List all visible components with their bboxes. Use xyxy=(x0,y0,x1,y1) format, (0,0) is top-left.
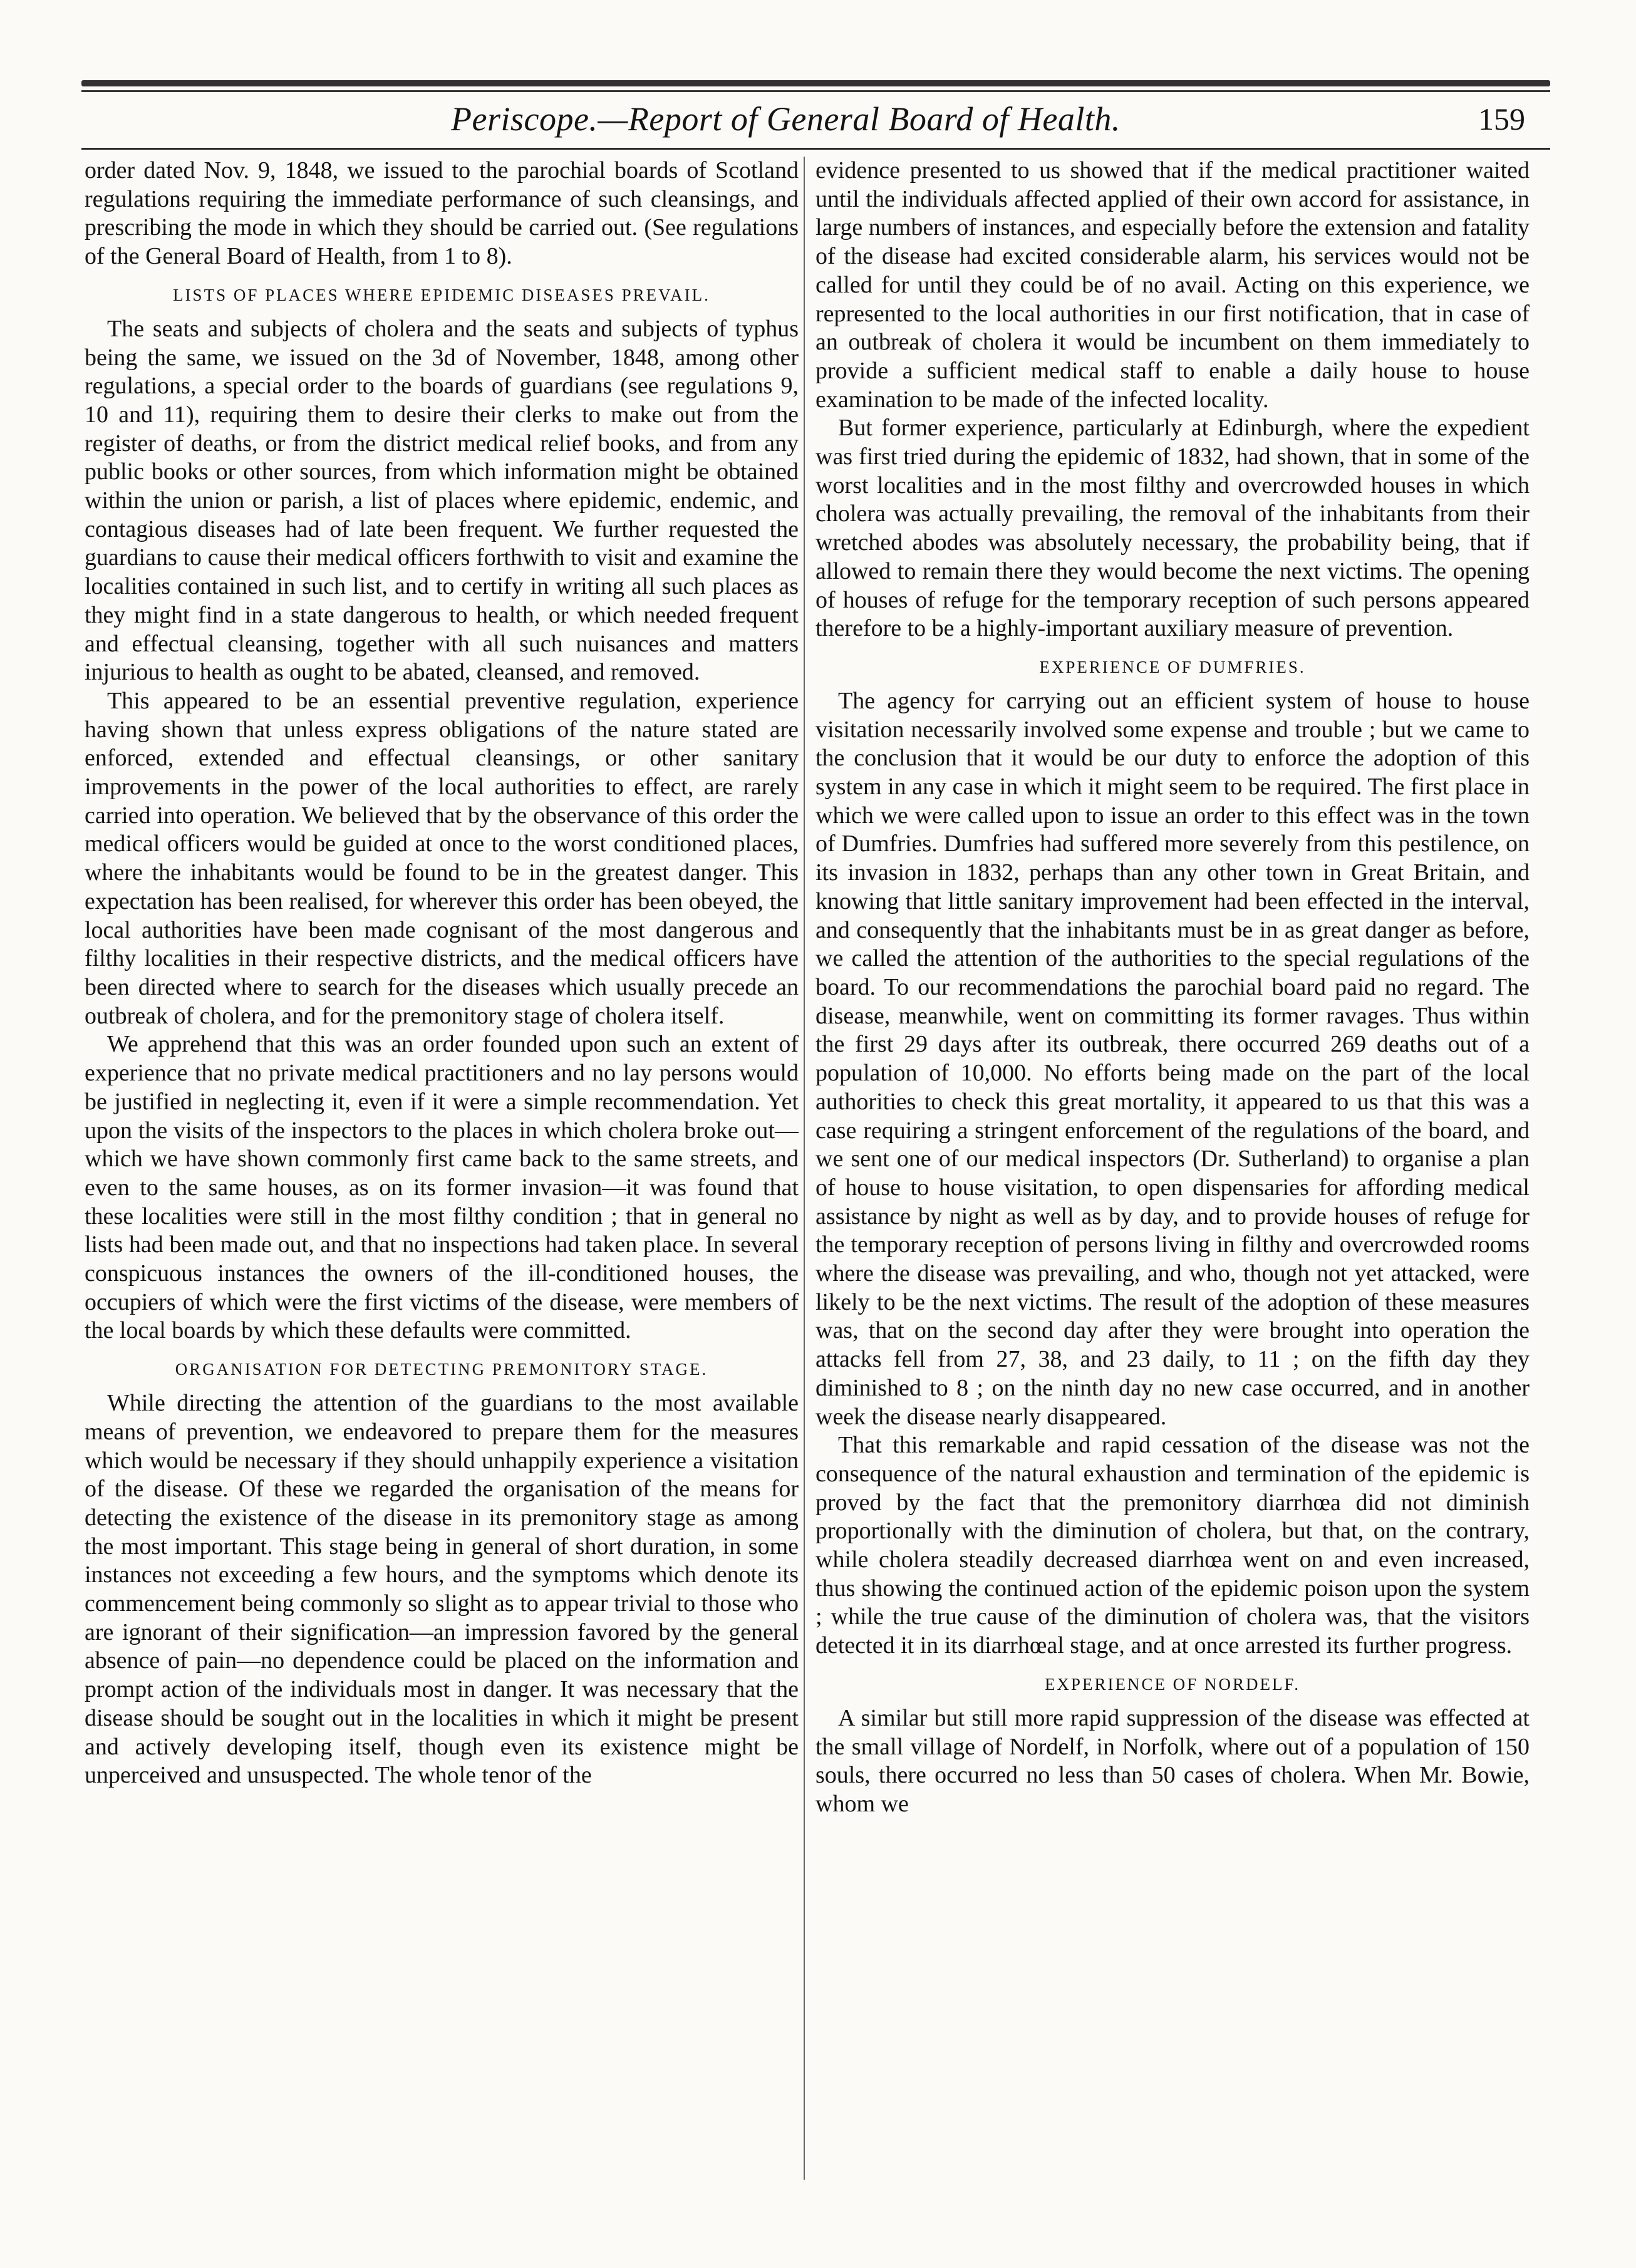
section-heading-organisation: ORGANISATION FOR DETECTING PREMONITORY STAGE. xyxy=(175,1360,708,1379)
page-number: 159 xyxy=(1478,101,1525,137)
running-head xyxy=(81,94,1550,150)
left-paragraph-4: We apprehend that this was an order founded upon such an extent of experience that no private medical practitioners and no lay persons would be justified in neglecting it, even if it were a simple recommendation. Yet upon the visits of the inspectors to the places in which cholera broke out—which we have shown commonly first came back to the same streets, and even to the same houses, as on its former invasion—it was found that these localities were still in the most filthy condition ; that in general no lists had been made out, and that no inspections had taken place. In several conspicuous instances the owners of the ill-conditioned houses, the occupiers of which were the first victims of the disease, were members of the local boards by which these defaults were committed. xyxy=(85,1031,799,1344)
section-heading-dumfries: EXPERIENCE OF DUMFRIES. xyxy=(1039,657,1306,676)
running-title: Periscope.—Report of General Board of Health. xyxy=(451,100,1121,138)
top-rule-thin xyxy=(81,90,1550,92)
top-rule xyxy=(81,80,1550,86)
right-column xyxy=(815,157,1530,2224)
left-paragraph-1: order dated Nov. 9, 1848, we issued to the parochial boards of Scotland regulations requiring the immediate performance of such cleansings, and prescribing the mode in which they should be carried out. (See regulations of the General Board of Health, from 1 to 8). xyxy=(85,157,799,270)
header-rule xyxy=(81,148,1550,150)
right-paragraph-5: A similar but still more rapid suppression of the disease was effected at the small village of Nordelf, in Norfolk, where out of a population of 150 souls, there occurred no less than 50 cases of cholera. When Mr. Bowie, whom we xyxy=(815,1704,1530,1817)
left-paragraph-2: The seats and subjects of cholera and the seats and subjects of typhus being the same, we issued on the 3d of November, 1848, among other regulations, a special order to the boards of guardians (see regulations 9, 10 and 11), requiring them to desire their clerks to make out from the register of deaths, or from the district medical relief books, and from any public books or other sources, from which information might be obtained within the union or parish, a list of places where epidemic, endemic, and contagious diseases had of late been frequent. We further requested the guardians to cause their medical officers forthwith to visit and examine the localities contained in such list, and to certify in writing all such places as they might find in a state dangerous to health, or which needed frequent and effectual cleansing, together with all such nuisances and matters injurious to health as ought to be abated, cleansed, and removed. xyxy=(85,315,799,686)
column-divider xyxy=(804,157,805,2180)
section-heading-nordelf: EXPERIENCE OF NORDELF. xyxy=(1044,1674,1301,1694)
right-paragraph-1: evidence presented to us showed that if the medical practitioner waited until the individuals affected applied of their own accord for assistance, in large numbers of instances, and especially before the extension and fatality of the disease had excited considerable alarm, his services would not be called for until they could be of no avail. Acting on this experience, we represented to the local authorities in our first notification, that in case of an outbreak of cholera it would be incumbent on them immediately to provide a sufficient medical staff to enable a daily house to house examination to be made of the infected locality. xyxy=(815,157,1530,413)
right-paragraph-2: But former experience, particularly at Edinburgh, where the expedient was first tried during the epidemic of 1832, had shown, that in some of the worst localities and in the most filthy and overcrowded houses in which cholera was actually prevailing, the removal of the inhabitants from their wretched abodes was absolutely necessary, the probability being, that if allowed to remain there they would become the next victims. The opening of houses of refuge for the temporary reception of such persons appeared therefore to be a highly-important auxiliary measure of prevention. xyxy=(815,415,1530,642)
right-paragraph-3: The agency for carrying out an efficient system of house to house visitation necessarily involved some expense and trouble ; but we came to the conclusion that it would be our duty to enforce the adoption of this system in any case in which it might seem to be required. The first place in which we were called upon to issue an order to this effect was in the town of Dumfries. Dumfries had suffered more severely from this pestilence, on its invasion in 1832, perhaps than any other town in Great Britain, and knowing that little sanitary improvement had been effected in the interval, and consequently that the inhabitants must be in as great danger as before, we called the attention of the authorities to the special regulations of the board. To our recommendations the parochial board paid no regard. The disease, meanwhile, went on committing its former ravages. Thus within the first 29 days after its outbreak, there occurred 269 deaths out of a population of 10,000. No efforts being made on the part of the local authorities to check this great mortality, it appeared to us that this was a case requiring a stringent enforcement of the regulations of the board, and we sent one of our medical inspectors (Dr. Sutherland) to organise a plan of house to house visitation, to open dispensaries for affording medical assistance by night as well as by day, and to provide houses of refuge for the temporary reception of persons living in filthy and overcrowded rooms where the disease was prevailing, and who, though not yet attacked, were likely to be the next victims. The result of the adoption of these measures was, that on the second day after they were brought into operation the attacks fell from 27, 38, and 23 daily, to 11 ; on the fifth day they diminished to 8 ; on the ninth day no new case occurred, and in another week the disease nearly disappeared. xyxy=(815,687,1530,1430)
section-heading-lists-of-places: LISTS OF PLACES WHERE EPIDEMIC DISEASES PREVAIL. xyxy=(173,285,710,304)
left-column xyxy=(85,157,799,2224)
left-paragraph-3: This appeared to be an essential preventive regulation, experience having shown that unless express obligations of the nature stated are enforced, extended and effectual cleansings, or other sanitary improvements in the power of the local authorities to effect, are rarely carried into operation. We believed that by the observance of this order the medical officers would be guided at once to the worst conditioned places, where the inhabitants would be found to be in the greatest danger. This expectation has been realised, for wherever this order has been obeyed, the local authorities have been made cognisant of the most dangerous and filthy localities in their respective districts, and the medical officers have been directed where to search for the diseases which usually precede an outbreak of cholera, and for the premonitory stage of cholera itself. xyxy=(85,687,799,1029)
right-paragraph-4: That this remarkable and rapid cessation of the disease was not the consequence of the natural exhaustion and termination of the epidemic is proved by the fact that the premonitory diarrhœa did not diminish proportionally with the diminution of cholera, but that, on the contrary, while cholera steadily decreased diarrhœa went on and even increased, thus showing the continued action of the epidemic poison upon the system ; while the true cause of the diminution of cholera was, that the visitors detected it in its diarrhœal stage, and at once arrested its further progress. xyxy=(815,1432,1530,1659)
left-paragraph-5: While directing the attention of the guardians to the most available means of prevention, we endeavored to prepare them for the measures which would be necessary if they should unhappily experience a visitation of the disease. Of these we regarded the organisation of the means for detecting the existence of the disease in its premonitory stage as among the most important. This stage being in general of short duration, in some instances not exceeding a few hours, and the symptoms which denote its commencement being commonly so slight as to appear trivial to those who are ignorant of their signification—an impression favored by the general absence of pain—no dependence could be placed on the information and prompt action of the individuals most in danger. It was necessary that the disease should be sought out in the localities in which it might be present and actively developing itself, though even its existence might be unperceived and unsuspected. The whole tenor of the xyxy=(85,1390,799,1789)
